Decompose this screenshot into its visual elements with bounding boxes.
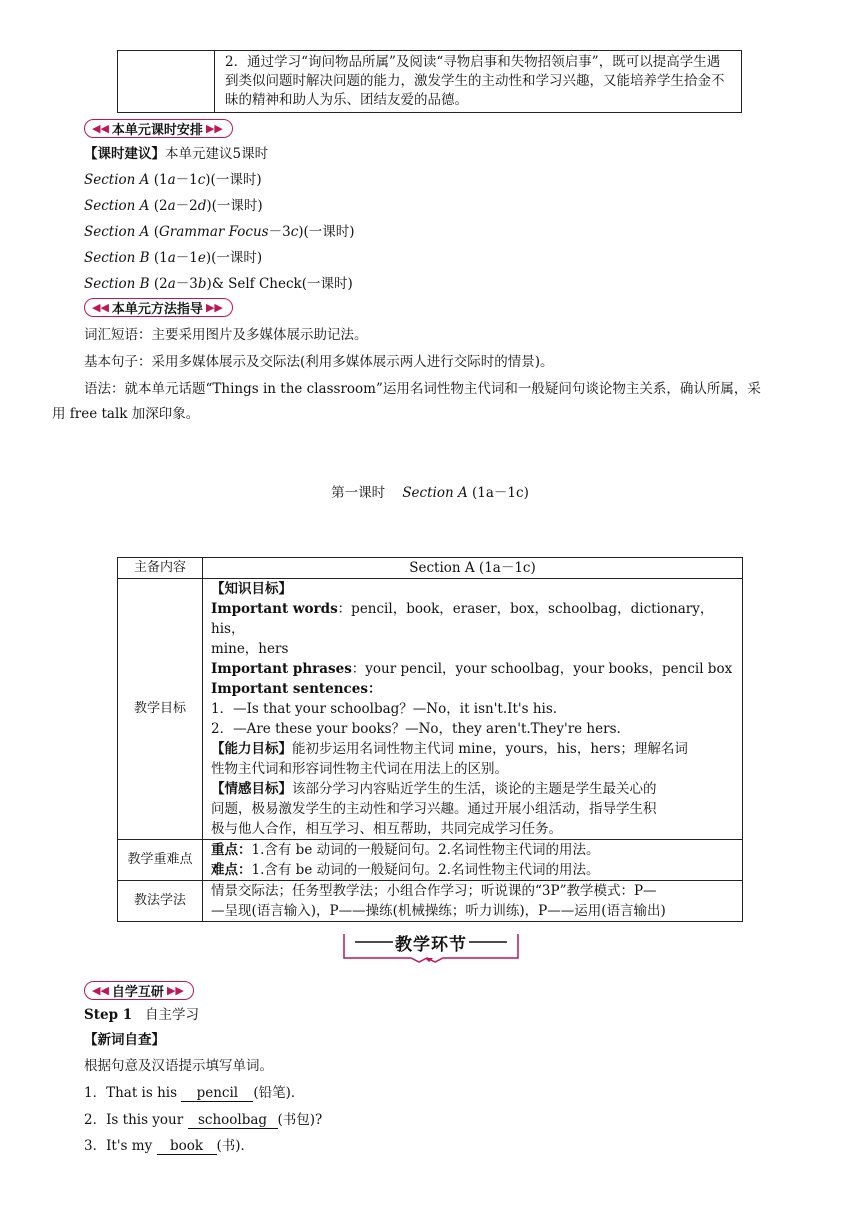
goals-content: 【知识目标】 Important words：pencil，book，eraser，box，schoolbag，dictionary，his， mine，hers Important phrases：your pencil，your schoolbag，your books，pencil box Important sentences： 1．—Is that your schoolbag？—No，it isn't.It's his. 2．—Are these your books？—No，they aren't.They're hers. 【能力目标】能初步运用名词性物主代词 mine，yours，his，hers；理解名词 性物主代词和形容词性物主代词在用法上的区别。 【情感目标】该部分学习内容贴近学生的生活，谈论的主题是学生最关心的 问题，极易激发学生的主动性和学习兴趣。通过开展小组活动，指导学生积 极与他人合作，相互学习、相互帮助，共同完成学习任务。 xyxy=(203,579,743,840)
exercise-q3: 3．It's my book (书)． xyxy=(84,1138,255,1154)
schedule-item-1: Section A (1a－1c)(一课时) xyxy=(84,172,262,188)
method-grammar-line-2: 用 free talk 加深印象。 xyxy=(52,406,200,422)
key-points-content: 重点：1.含有 be 动词的一般疑问句。2.名词性物主代词的用法。 难点：1.含有 be 动词的一般疑问句。2.名词性物主代词的用法。 xyxy=(203,840,743,881)
key-points-label: 教学重难点 xyxy=(118,840,203,881)
banner-title: 教学环节 xyxy=(395,935,467,955)
header-main-content: 主备内容 xyxy=(118,558,203,579)
method-heading: ◀◀ 本单元方法指导 ▶▶ xyxy=(84,298,233,317)
right-arrows-icon: ▶▶ xyxy=(205,301,223,314)
step-1-title: Step 1 自主学习 xyxy=(84,1007,199,1023)
schedule-item-4: Section B (1a－1e)(一课时) xyxy=(84,250,263,266)
goals-label: 教学目标 xyxy=(118,579,203,840)
method-vocab: 词汇短语：主要采用图片及多媒体展示助记法。 xyxy=(84,327,368,343)
lesson-title: 第一课时 Section A (1a－1c) xyxy=(331,485,529,501)
left-arrows-icon: ◀◀ xyxy=(92,984,109,997)
schedule-heading: ◀◀ 本单元课时安排 ▶▶ xyxy=(84,119,233,138)
right-arrows-icon: ▶▶ xyxy=(166,984,184,997)
q1-answer: pencil xyxy=(181,1085,253,1102)
schedule-item-2: Section A (2a－2d)(一课时) xyxy=(84,198,263,214)
schedule-item-5: Section B (2a－3b)& Self Check(一课时) xyxy=(84,276,353,292)
left-arrows-icon: ◀◀ xyxy=(92,122,109,135)
goal-2-text: 2．通过学习“询问物品所属”及阅读“寻物启事和失物招领启事”，既可以提高学生遇到类似问题时解决问题的能力，激发学生的主动性和学习兴趣，又能培养学生拾金不昧的精神和助人为乐、团结友爱的品德。 xyxy=(215,51,742,113)
schedule-item-3: Section A (Grammar Focus－3c)(一课时) xyxy=(84,224,355,240)
method-sentences: 基本句子：采用多媒体展示及交际法(利用多媒体展示两人进行交际时的情景)。 xyxy=(84,354,554,370)
left-arrows-icon: ◀◀ xyxy=(92,301,109,314)
header-section: Section A (1a－1c) xyxy=(203,558,743,579)
right-arrows-icon: ▶▶ xyxy=(205,122,223,135)
lesson-plan-table xyxy=(117,557,743,922)
teaching-steps-banner xyxy=(341,928,521,964)
new-words-heading: 【新词自查】 xyxy=(84,1032,165,1048)
q2-answer: schoolbag xyxy=(188,1112,278,1129)
self-study-heading: ◀◀ 自学互研 ▶▶ xyxy=(84,981,194,1000)
exercise-instruction: 根据句意及汉语提示填写单词。 xyxy=(84,1058,273,1074)
exercise-q1: 1．That is his pencil (铅笔)． xyxy=(84,1085,305,1101)
exercise-q2: 2．Is this your schoolbag (书包)? xyxy=(84,1112,323,1128)
methods-content: 情景交际法；任务型教学法；小组合作学习；听说课的“3P”教学模式：P— —呈现(语言输入)，P——操练(机械操练；听力训练)，P——运用(语言输出) xyxy=(203,881,743,922)
q3-answer: book xyxy=(157,1138,217,1155)
empty-label-cell xyxy=(118,51,215,113)
method-grammar-line-1: 语法：就本单元话题“Things in the classroom”运用名词性物主代词和一般疑问句谈论物主关系，确认所属，采 xyxy=(84,381,761,397)
goals-continuation-table xyxy=(117,50,742,113)
schedule-suggestion: 【课时建议】本单元建议5课时 xyxy=(84,146,269,162)
methods-label: 教法学法 xyxy=(118,881,203,922)
